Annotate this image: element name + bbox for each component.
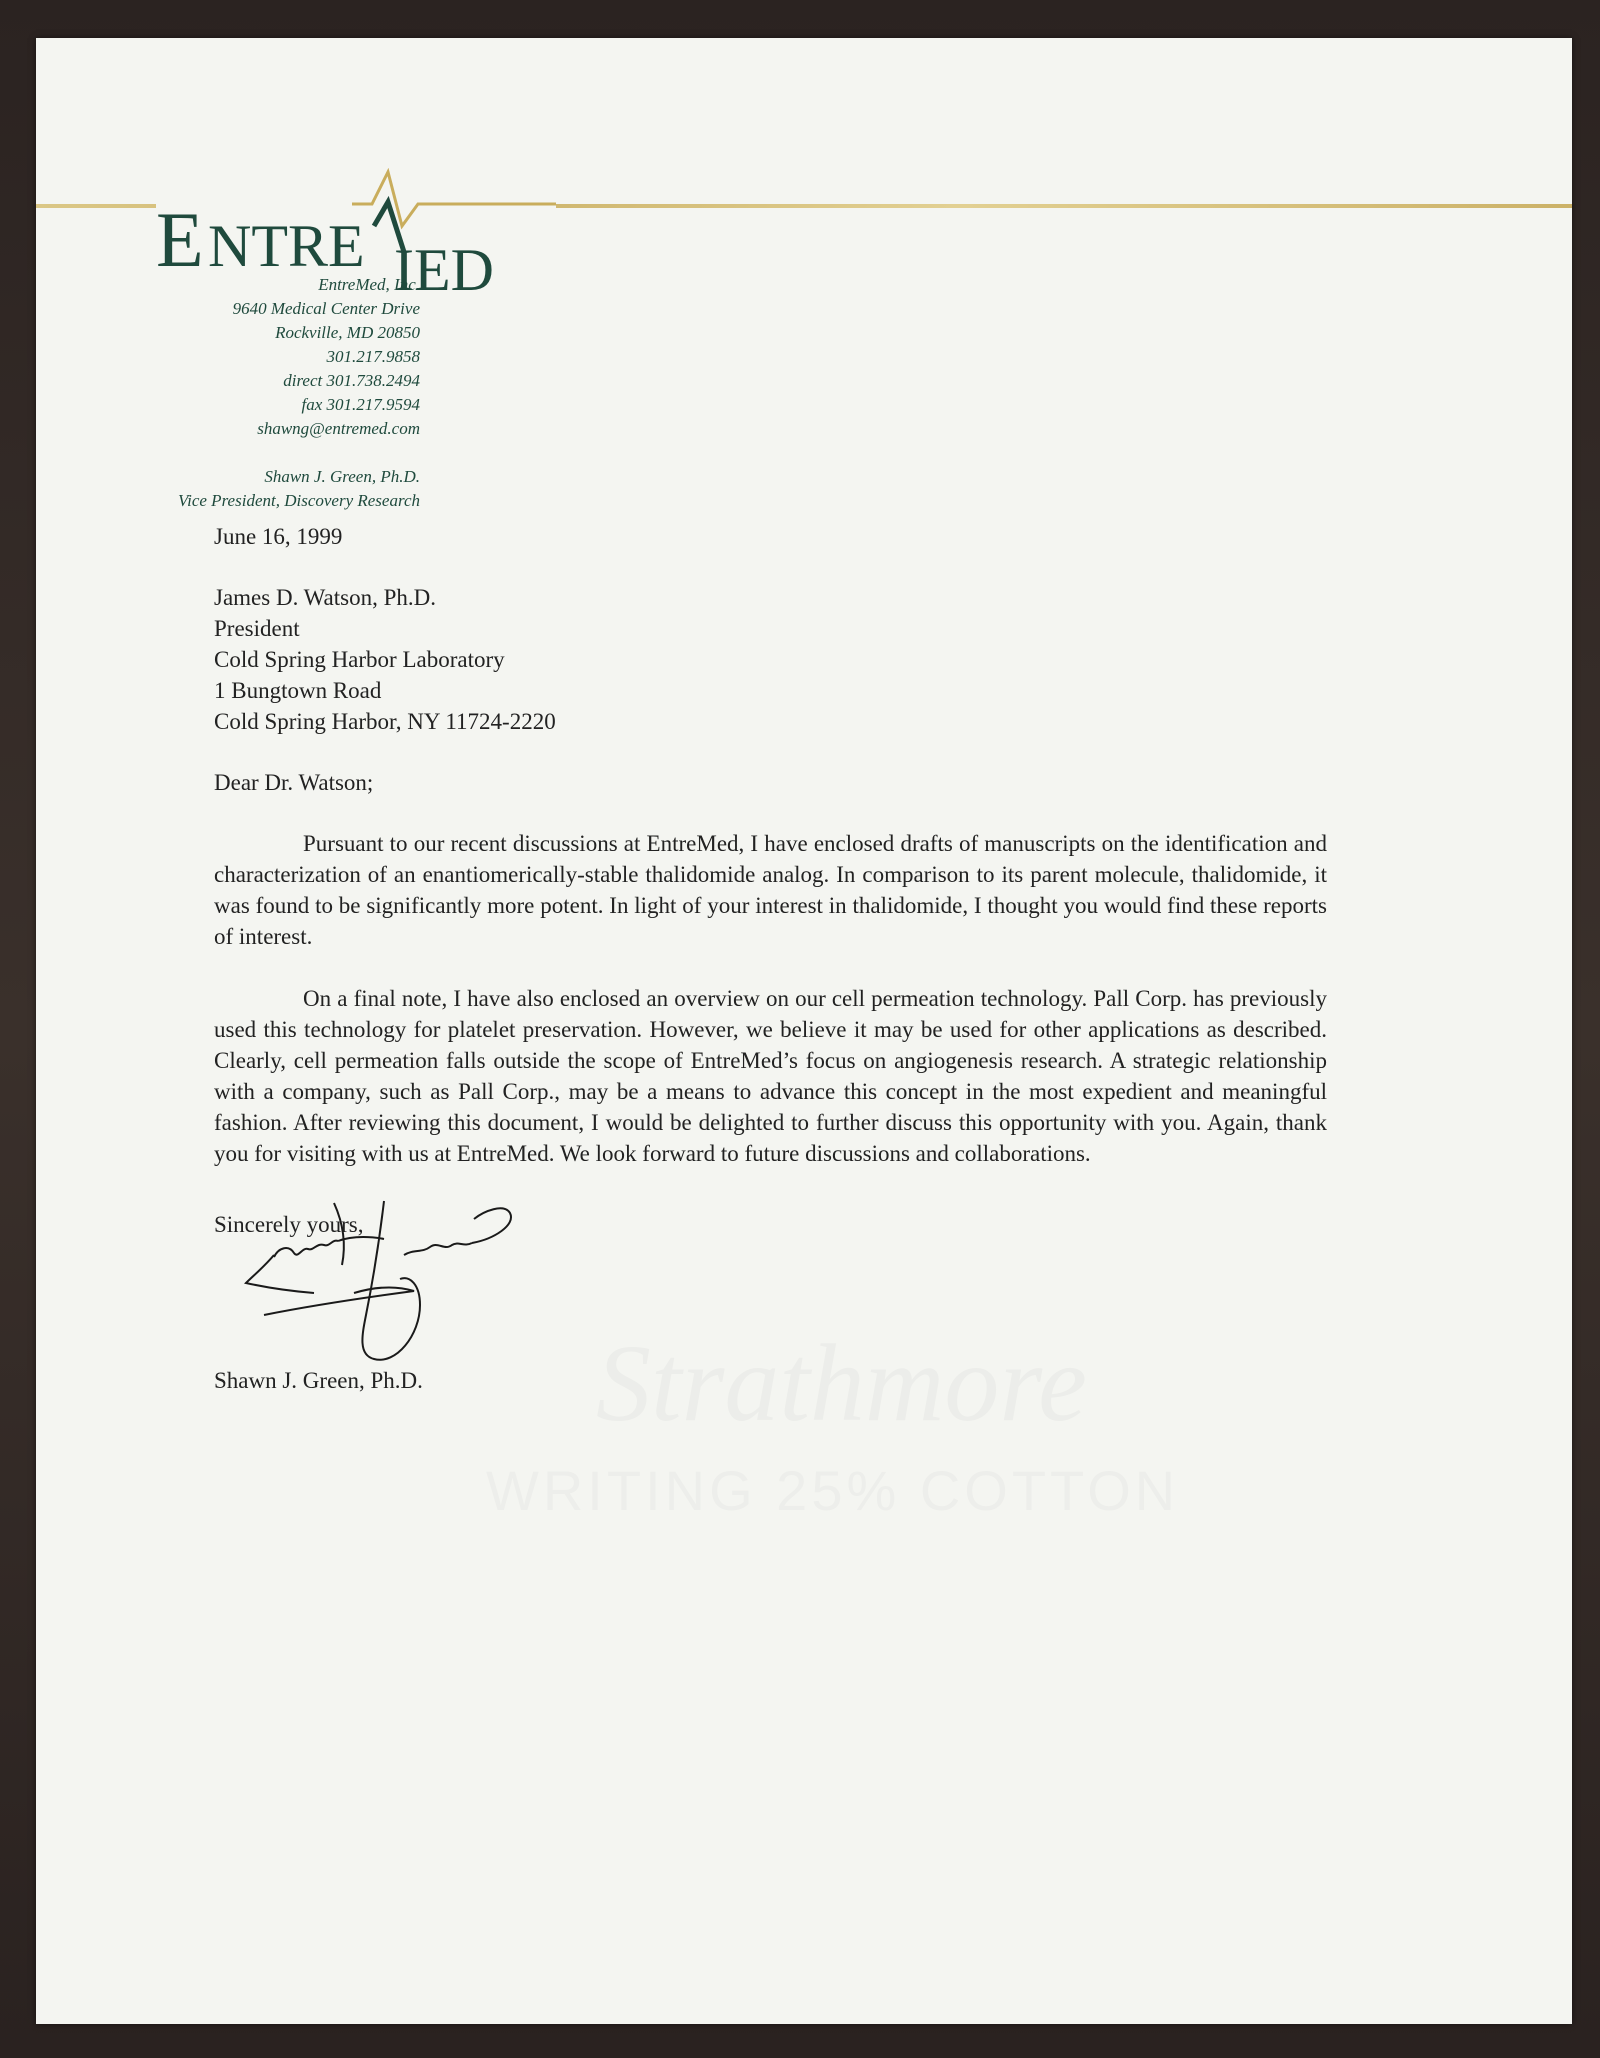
email-address: shawng@entremed.com bbox=[257, 419, 420, 438]
letter-date: June 16, 1999 bbox=[214, 524, 343, 549]
recipient-street: 1 Bungtown Road bbox=[214, 678, 382, 703]
company-name: EntreMed, Inc. bbox=[318, 275, 420, 294]
sender-title: Vice President, Discovery Research bbox=[178, 491, 420, 510]
body-paragraph-2: On a final note, I have also enclosed an overview on our cell permeation technology. Pall Corp. has previously used this technology for platelet preservation. However, we believe it may be used for other applications as described. Clearly, cell permeation falls outside the scope of EntreMed’s focus on angiogenesis research. A strategic relationship with a company, such as Pall Corp., may be a means to advance this concept in the most expedient and meaningful fashion. After reviewing this document, I would be delighted to further discuss this opportunity with you. Again, thank you for visiting with us at EntreMed. We look forward to future discussions and collaborations. bbox=[214, 986, 1327, 1166]
body-paragraph-1: Pursuant to our recent discussions at EntreMed, I have enclosed drafts of manuscripts on the identification and characterization of an enantiomerically-stable thalidomide analog. In comparison to its parent molecule, thalidomide, it was found to be significantly more potent. In light of your interest in thalidomide, I thought you would find these reports of interest. bbox=[214, 831, 1327, 949]
fax-number: fax 301.217.9594 bbox=[301, 395, 420, 414]
recipient-title: President bbox=[214, 616, 300, 641]
svg-text:IED: IED bbox=[394, 237, 494, 298]
company-city: Rockville, MD 20850 bbox=[275, 323, 420, 342]
recipient-address bbox=[214, 582, 1327, 737]
letterhead-contact-block bbox=[178, 273, 420, 513]
recipient-name: James D. Watson, Ph.D. bbox=[214, 585, 436, 610]
spacer bbox=[178, 441, 420, 465]
paper-watermark-subtitle: WRITING 25% COTTON bbox=[486, 1459, 1180, 1522]
company-street: 9640 Medical Center Drive bbox=[232, 299, 420, 318]
paper-watermark: Strathmore bbox=[596, 1322, 1087, 1444]
letter-body bbox=[214, 521, 1327, 1396]
signer-name: Shawn J. Green, Ph.D. bbox=[214, 1368, 423, 1393]
recipient-city: Cold Spring Harbor, NY 11724-2220 bbox=[214, 709, 556, 734]
salutation: Dear Dr. Watson; bbox=[214, 770, 374, 795]
direct-phone: direct 301.738.2494 bbox=[283, 371, 420, 390]
handwritten-signature bbox=[234, 1195, 534, 1375]
svg-text:NTRE: NTRE bbox=[208, 213, 365, 279]
svg-text:E: E bbox=[156, 196, 204, 283]
company-phone: 301.217.9858 bbox=[326, 347, 420, 366]
closing: Sincerely yours, bbox=[214, 1212, 364, 1237]
signature-area bbox=[214, 1240, 1327, 1365]
recipient-organization: Cold Spring Harbor Laboratory bbox=[214, 647, 505, 672]
sender-name: Shawn J. Green, Ph.D. bbox=[264, 467, 420, 486]
